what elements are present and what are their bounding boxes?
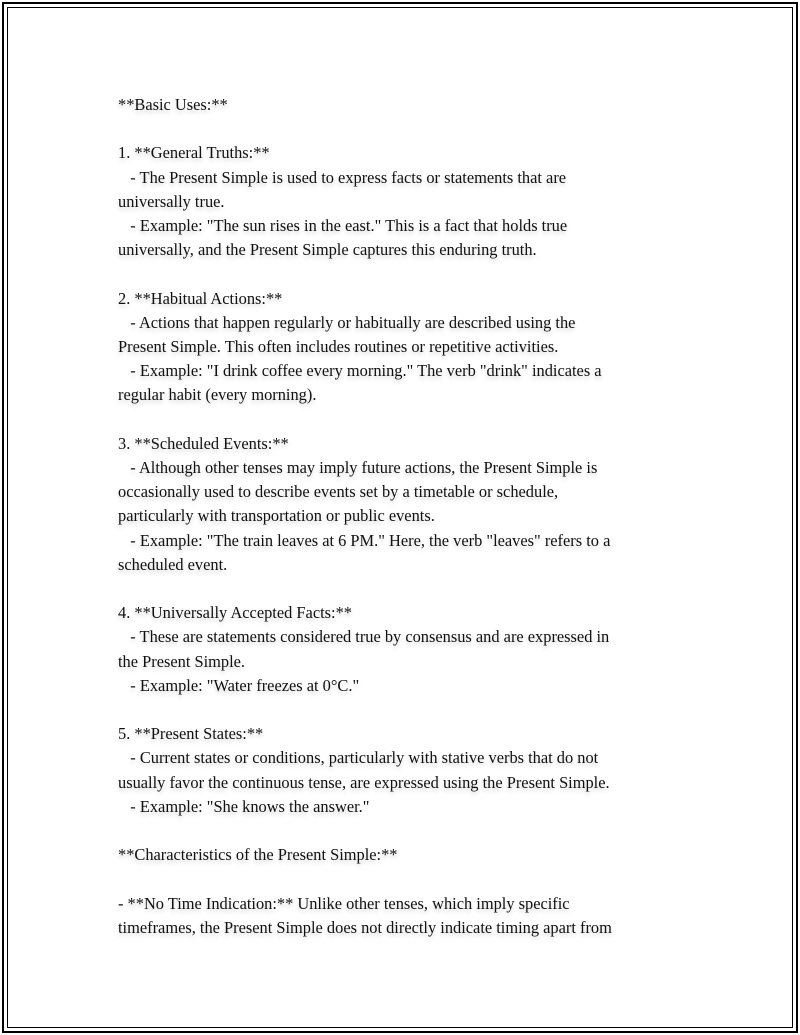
- heading-basic-uses: **Basic Uses:**: [118, 95, 228, 114]
- spacer: [118, 262, 678, 286]
- section-line: occasionally used to describe events set by a timetable or schedule,: [118, 482, 559, 502]
- section-line: - The Present Simple is used to express facts or statements that are: [118, 167, 567, 187]
- spacer: [118, 867, 678, 891]
- section-line: - Example: "Water freezes at 0°C.": [118, 675, 360, 695]
- section-title: 1. **General Truths:**: [118, 143, 270, 163]
- section-title: 3. **Scheduled Events:**: [118, 433, 289, 453]
- section-habitual-actions: [118, 287, 678, 408]
- section-scheduled-events: [118, 432, 678, 577]
- section-title: 4. **Universally Accepted Facts:**: [118, 603, 352, 623]
- section-line: - Example: "The sun rises in the east." This is a fact that holds true: [118, 216, 568, 235]
- section-line: timeframes, the Present Simple does not directly indicate timing apart from: [118, 917, 612, 937]
- section-universally-accepted-facts: [118, 601, 678, 698]
- section-line: scheduled event.: [118, 554, 228, 574]
- section-line: universally, and the Present Simple captures this enduring truth.: [118, 240, 537, 260]
- section-line: Present Simple. This often includes routines or repetitive activities.: [118, 337, 559, 356]
- section-present-states: [118, 722, 678, 819]
- spacer: [118, 577, 678, 601]
- section-line: - Example: "The train leaves at 6 PM." Here, the verb "leaves" refers to a: [118, 530, 611, 550]
- document-body: [118, 93, 678, 940]
- spacer: [118, 698, 678, 722]
- section-line: usually favor the continuous tense, are expressed using the Present Simple.: [118, 772, 610, 792]
- spacer: [118, 408, 678, 432]
- spacer: [118, 117, 678, 141]
- section-line: - Current states or conditions, particularly with stative verbs that do not: [118, 748, 599, 768]
- section-line: particularly with transportation or public events.: [118, 506, 435, 526]
- section-line: - Although other tenses may imply future actions, the Present Simple is: [118, 458, 598, 477]
- section-line: - Actions that happen regularly or habitually are described using the: [118, 312, 576, 332]
- section-line: - Example: "I drink coffee every morning." The verb "drink" indicates a: [118, 361, 602, 381]
- section-title: 5. **Present States:**: [118, 724, 264, 744]
- section-line: - These are statements considered true by consensus and are expressed in: [118, 627, 610, 647]
- section-line: the Present Simple.: [118, 651, 246, 671]
- section-line: regular habit (every morning).: [118, 385, 317, 405]
- heading-characteristics: **Characteristics of the Present Simple:**: [118, 845, 398, 865]
- section-title: 2. **Habitual Actions:**: [118, 288, 283, 308]
- section-characteristics: [118, 892, 678, 940]
- section-line: - **No Time Indication:** Unlike other tenses, which imply specific: [118, 893, 570, 913]
- section-line: - Example: "She knows the answer.": [118, 796, 370, 816]
- spacer: [118, 819, 678, 843]
- section-line: universally true.: [118, 191, 225, 211]
- section-general-truths: [118, 141, 678, 262]
